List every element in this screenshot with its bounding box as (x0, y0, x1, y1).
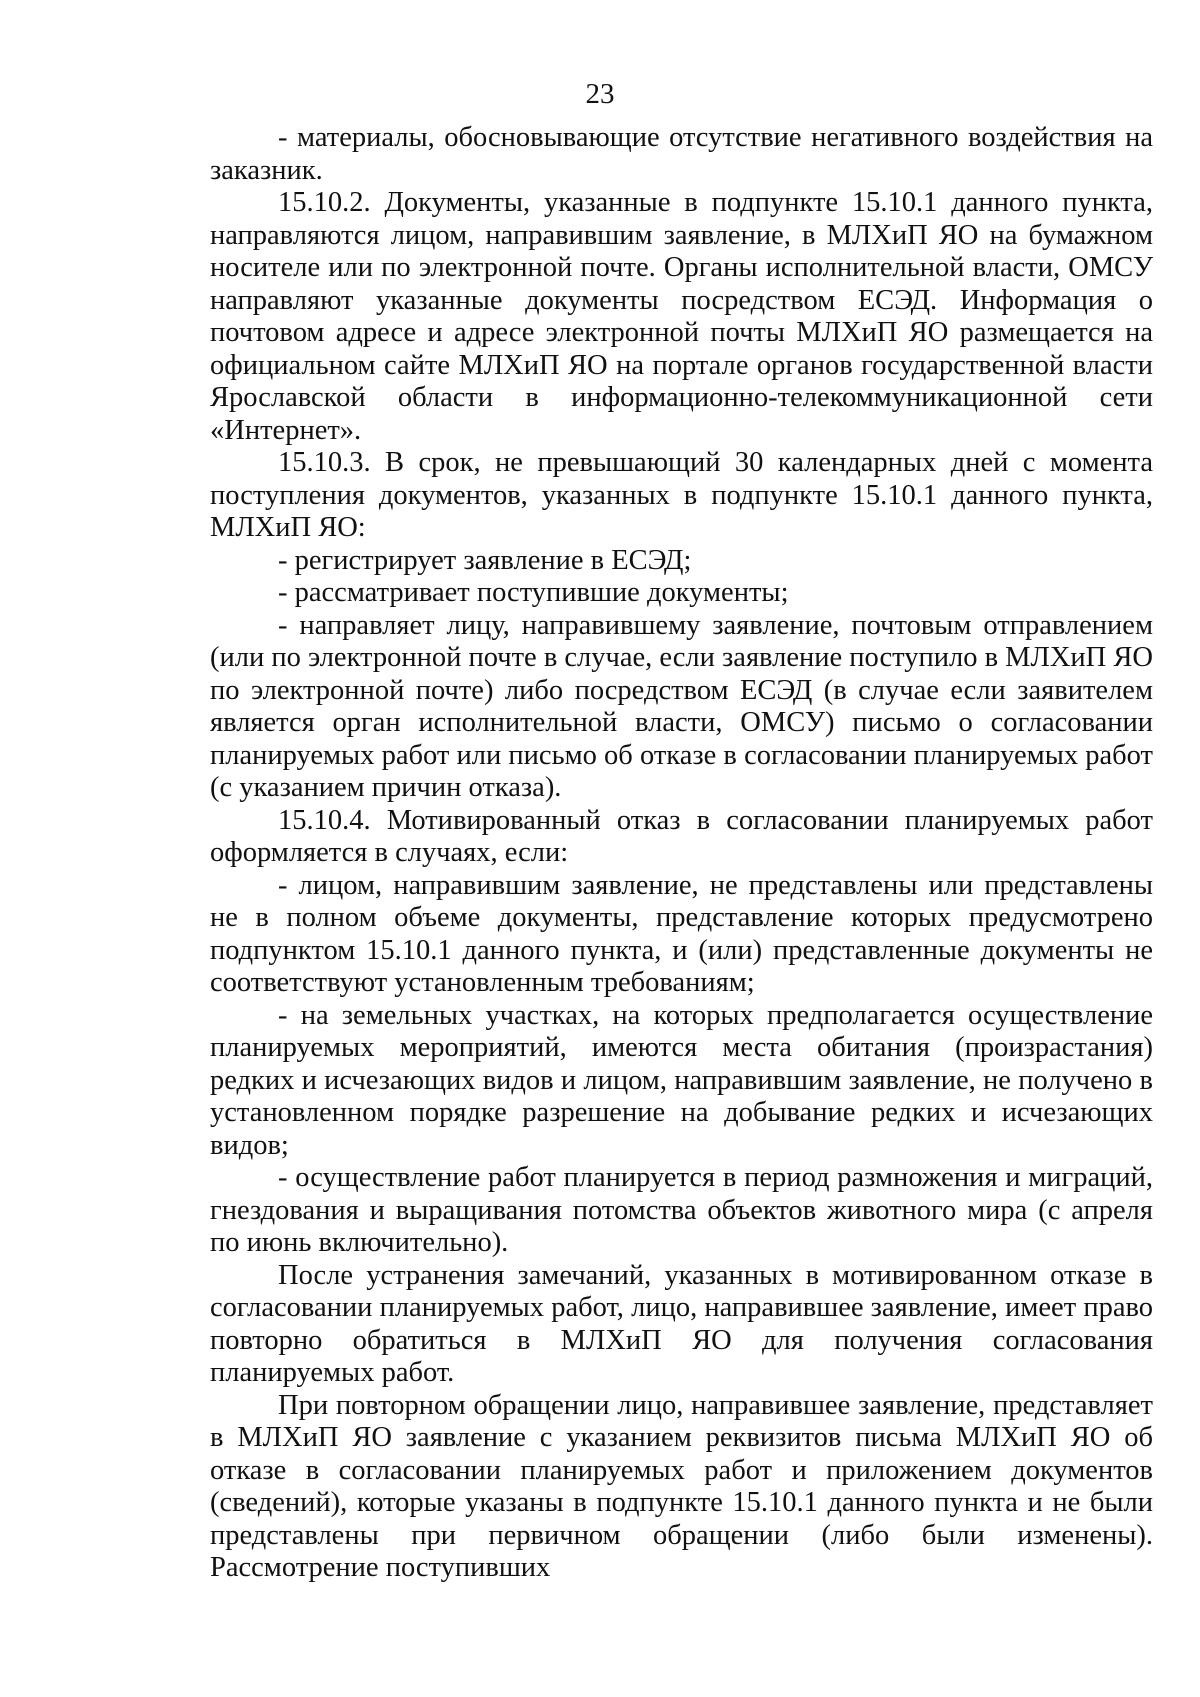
list-item-documents-missing: - лицом, направившим заявление, не представлены или представлены не в полном объеме документы, представление которых предусмотрено подпунктом 15.10.1 данного пункта, и (или) представленные документы не соответствуют установленным требованиям; (210, 869, 1153, 998)
document-body (210, 122, 1153, 1585)
paragraph-15-10-4: 15.10.4. Мотивированный отказ в согласовании планируемых работ оформляется в случаях, если: (210, 804, 1153, 868)
paragraph-15-10-2: 15.10.2. Документы, указанные в подпункте 15.10.1 данного пункта, направляются лицом, направившим заявление, в МЛХиП ЯО на бумажном носителе или по электронной почте. Органы исполнительной власти, ОМСУ направляют указанные документы посредством ЕСЭД. Информация о почтовом адресе и адресе электронной почты МЛХиП ЯО размещается на официальном сайте МЛХиП ЯО на портале органов государственной власти Ярославской области в информационно-телекоммуникационной сети «Интернет». (210, 187, 1153, 446)
list-item-rare-species: - на земельных участках, на которых предполагается осуществление планируемых мероприятий, имеются места обитания (произрастания) редких и исчезающих видов и лицом, направившим заявление, не получено в установленном порядке разрешение на добывание редких и исчезающих видов; (210, 999, 1153, 1161)
list-item-registers: - регистрирует заявление в ЕСЭД; (278, 544, 692, 576)
page-number: 23 (585, 78, 615, 110)
paragraph-15-10-3: 15.10.3. В срок, не превышающий 30 календарных дней с момента поступления документов, указанных в подпункте 15.10.1 данного пункта, МЛХиП ЯО: (210, 447, 1153, 543)
list-item-reviews: - рассматривает поступившие документы; (278, 577, 789, 608)
paragraph-repeated-request: При повторном обращении лицо, направившее заявление, представляет в МЛХиП ЯО заявление с указанием реквизитов письма МЛХиП ЯО об отказе в согласовании планируемых работ и приложением документов (сведений), которые указаны в подпункте 15.10.1 данного пункта и не были представлены при первичном обращении (либо были изменены). Рассмотрение поступивших (210, 1389, 1153, 1583)
paragraph-materials-item: - материалы, обосновывающие отсутствие негативного воздействия на заказник. (210, 122, 1153, 186)
list-item-breeding-period: - осуществление работ планируется в период размножения и миграций, гнездования и выращивания потомства объектов животного мира (с апреля по июнь включительно). (210, 1162, 1153, 1258)
paragraph-after-remarks: После устранения замечаний, указанных в мотивированном отказе в согласовании планируемых работ, лицо, направившее заявление, имеет право повторно обратиться в МЛХиП ЯО для получения согласования планируемых работ. (210, 1259, 1153, 1388)
list-item-sends-letter: - направляет лицу, направившему заявление, почтовым отправлением (или по электронной почте в случае, если заявление поступило в МЛХиП ЯО по электронной почте) либо посредством ЕСЭД (в случае если заявителем является орган исполнительной власти, ОМСУ) письмо о согласовании планируемых работ или письмо об отказе в согласовании планируемых работ (с указанием причин отказа). (210, 609, 1153, 803)
